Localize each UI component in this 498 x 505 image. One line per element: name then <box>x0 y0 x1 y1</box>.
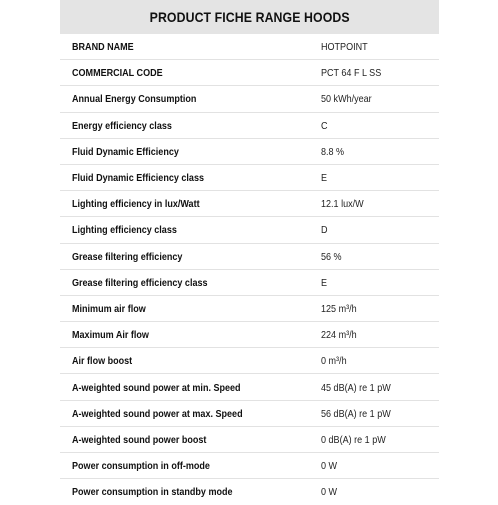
table-row <box>60 86 439 112</box>
row-label: Air flow boost <box>72 355 133 368</box>
row-value: E <box>321 172 328 185</box>
row-label: Grease filtering efficiency class <box>72 276 208 289</box>
table-row <box>60 401 439 427</box>
row-label: Energy efficiency class <box>72 119 172 132</box>
table-row <box>60 165 439 191</box>
table-row <box>60 479 439 505</box>
row-value: 8.8 % <box>321 145 345 158</box>
table-row <box>60 322 439 348</box>
table-row <box>60 427 439 453</box>
table-row <box>60 217 439 243</box>
row-label: A-weighted sound power boost <box>72 433 207 446</box>
row-value: 125 m³/h <box>321 302 357 315</box>
page-title: PRODUCT FICHE RANGE HOODS <box>149 9 350 25</box>
table-row <box>60 191 439 217</box>
table-row <box>60 34 439 60</box>
table-row <box>60 244 439 270</box>
row-label: Lighting efficiency in lux/Watt <box>72 198 200 211</box>
row-value: C <box>321 119 328 132</box>
row-label: Lighting efficiency class <box>72 224 177 237</box>
row-value: D <box>321 224 328 237</box>
row-value: 45 dB(A) re 1 pW <box>321 381 391 394</box>
row-label: Annual Energy Consumption <box>72 93 197 106</box>
table-row <box>60 348 439 374</box>
row-value: 50 kWh/year <box>321 93 372 106</box>
row-value: 56 % <box>321 250 342 263</box>
row-value: E <box>321 276 328 289</box>
row-label: A-weighted sound power at max. Speed <box>72 407 243 420</box>
row-value: 0 W <box>321 460 338 473</box>
row-label: Fluid Dynamic Efficiency <box>72 145 179 158</box>
table-row <box>60 113 439 139</box>
row-label: Power consumption in off-mode <box>72 460 210 473</box>
table-row <box>60 374 439 400</box>
table-row <box>60 296 439 322</box>
table-row <box>60 139 439 165</box>
row-label: BRAND NAME <box>72 41 134 54</box>
table-row <box>60 453 439 479</box>
row-value: 0 dB(A) re 1 pW <box>321 433 386 446</box>
fiche-table <box>60 34 439 505</box>
row-value: 224 m³/h <box>321 329 357 342</box>
table-row <box>60 60 439 86</box>
row-value: 0 m³/h <box>321 355 347 368</box>
row-label: Maximum Air flow <box>72 329 149 342</box>
table-row <box>60 270 439 296</box>
row-label: Minimum air flow <box>72 302 146 315</box>
row-value: HOTPOINT <box>321 41 368 54</box>
row-label: Grease filtering efficiency <box>72 250 183 263</box>
row-label: Power consumption in standby mode <box>72 486 233 499</box>
fiche-header <box>60 0 439 34</box>
row-value: 12.1 lux/W <box>321 198 364 211</box>
row-label: COMMERCIAL CODE <box>72 67 163 80</box>
row-label: Fluid Dynamic Efficiency class <box>72 172 204 185</box>
row-value: PCT 64 F L SS <box>321 67 382 80</box>
row-value: 56 dB(A) re 1 pW <box>321 407 391 420</box>
row-value: 0 W <box>321 486 338 499</box>
row-label: A-weighted sound power at min. Speed <box>72 381 241 394</box>
